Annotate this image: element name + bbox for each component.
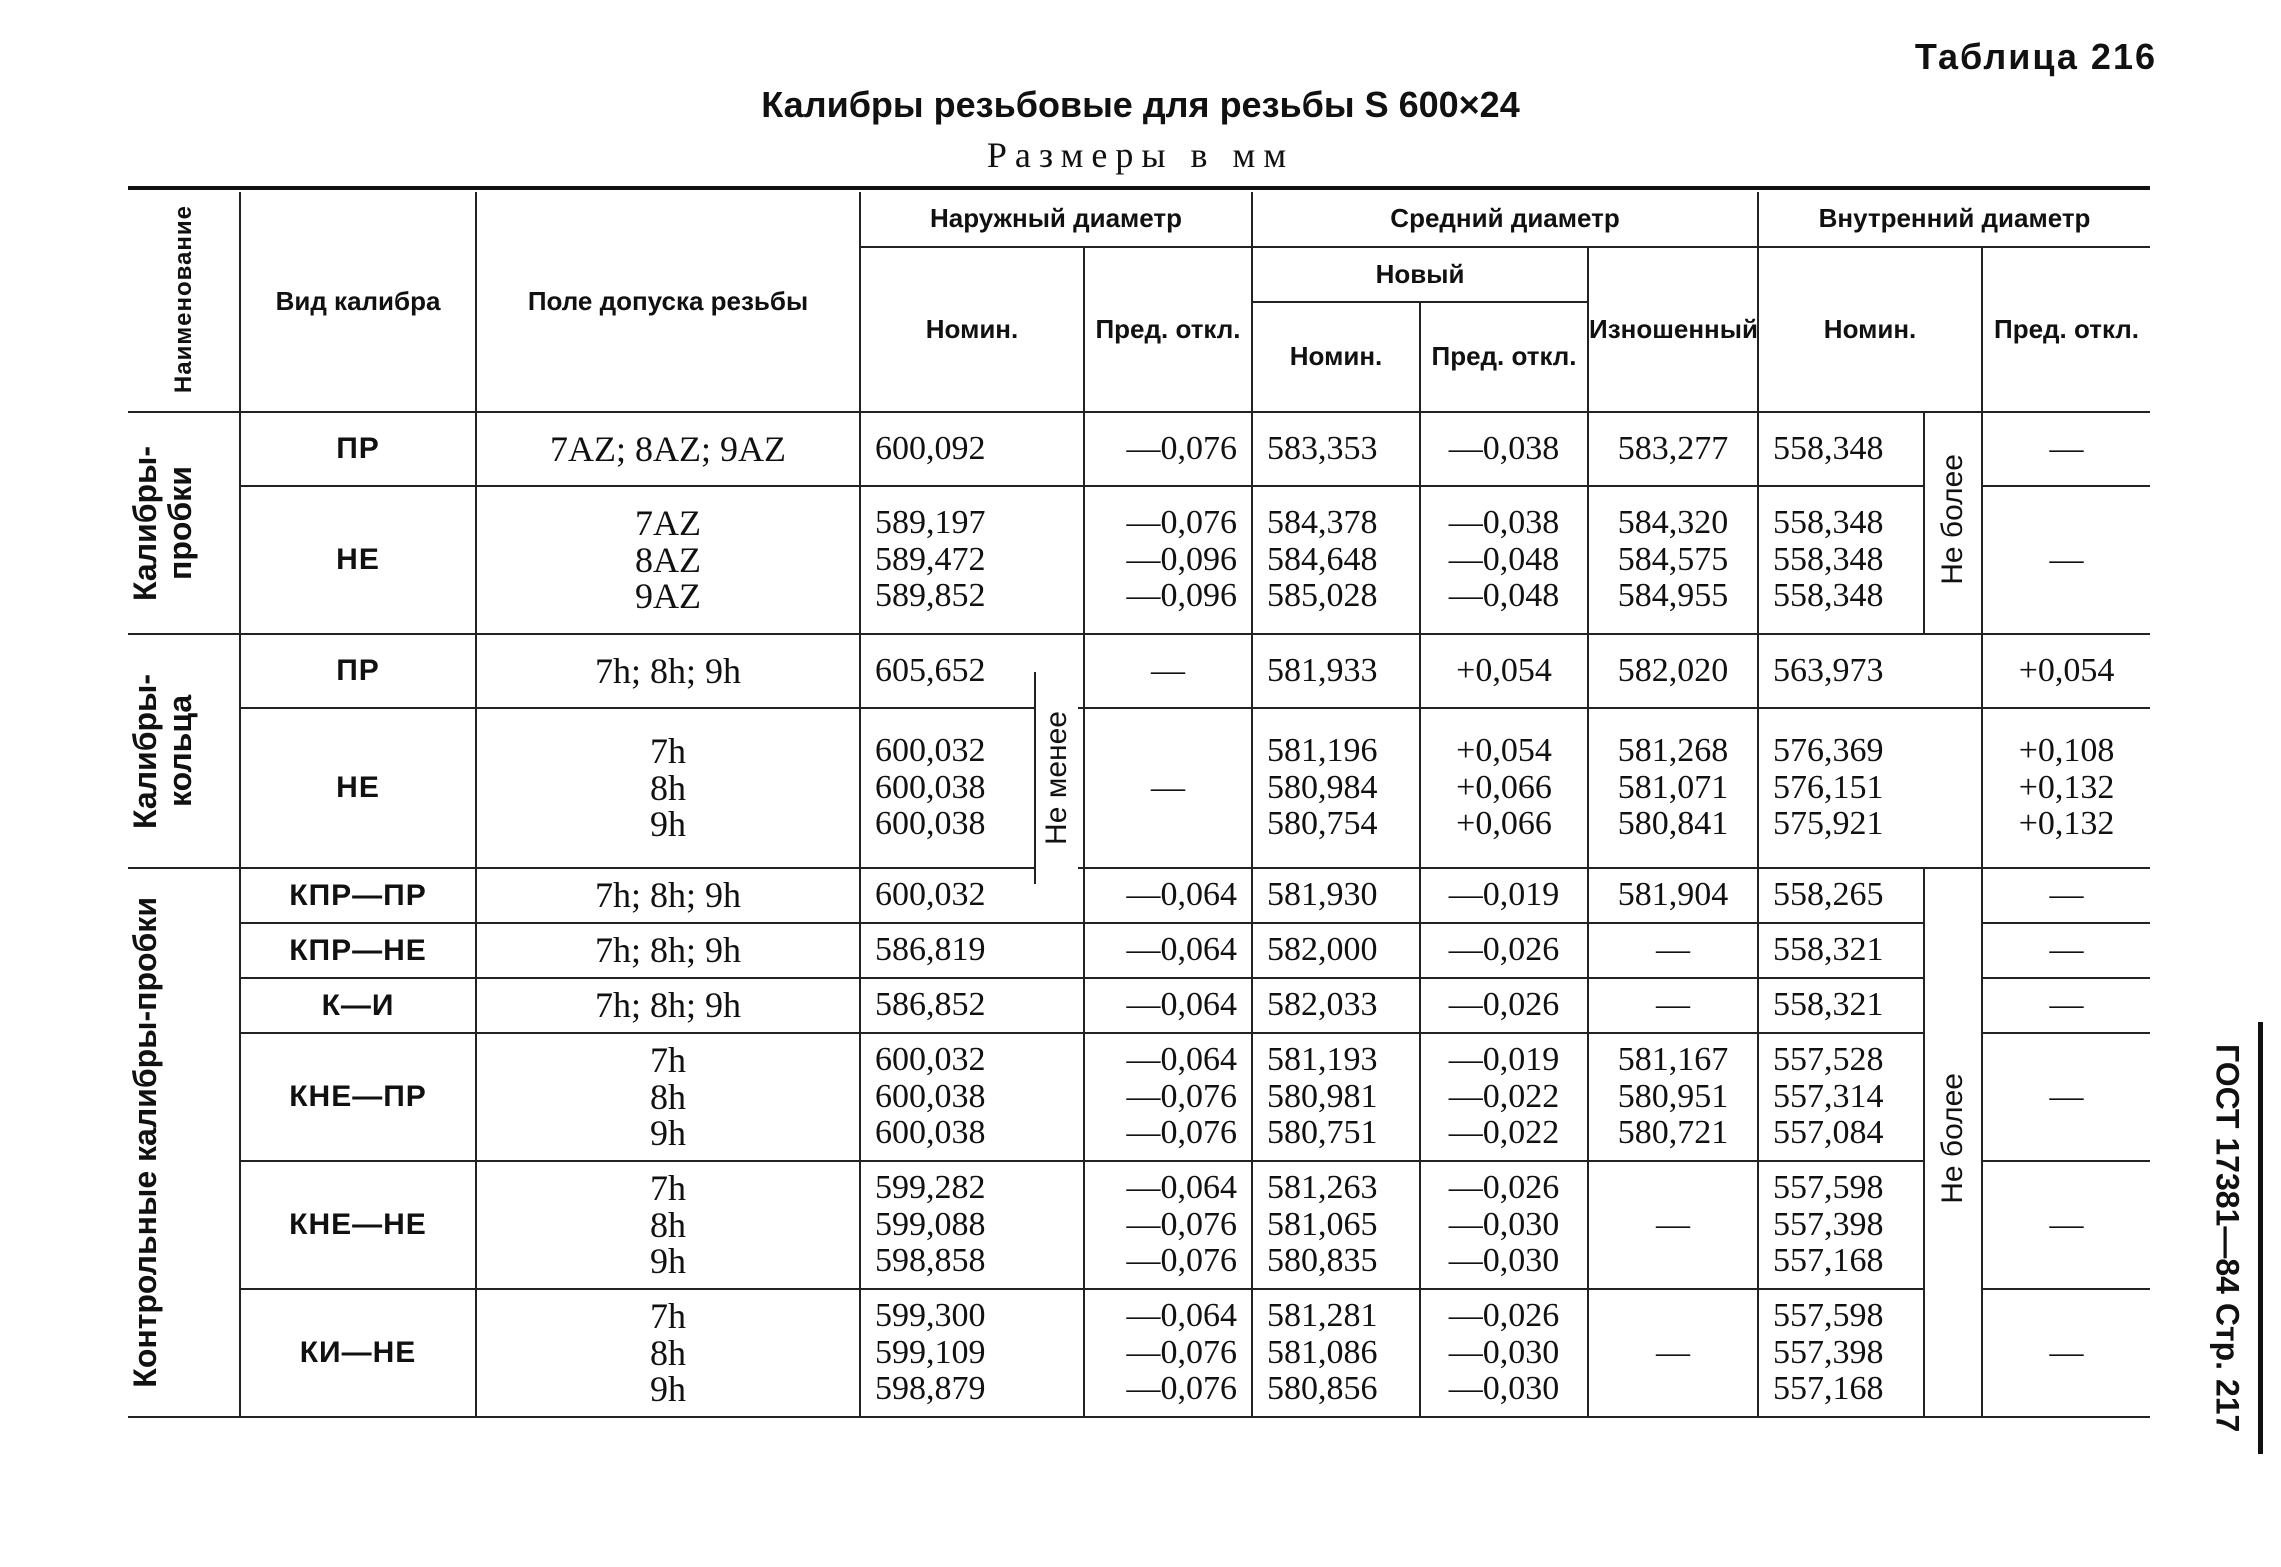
thread-tolerance [476, 978, 860, 1033]
cell-line: 584,320 [1617, 503, 1729, 541]
cell-line: 558,348 [1773, 540, 1884, 578]
middle-new-nom [1252, 923, 1420, 978]
outer-nom [860, 1289, 1084, 1417]
cell-line: 585,028 [1267, 577, 1378, 615]
inner-dev [1982, 868, 2150, 923]
cell-line: — [2049, 1077, 2084, 1115]
gauge-table [128, 192, 2150, 1418]
cell-line: 8h [650, 1204, 686, 1245]
outer-note-not-less: Не менее [1034, 672, 1078, 884]
cell-line: — [2049, 986, 2084, 1024]
col-header-middle: Средний диаметр [1252, 192, 1758, 247]
middle-worn [1588, 708, 1758, 868]
cell-line: 583,353 [1267, 429, 1378, 467]
inner-note-not-more: Не более [1924, 412, 1982, 634]
cell-line: 8h [650, 767, 686, 808]
cell-line: 8AZ [635, 539, 701, 580]
table-row [128, 1289, 2150, 1417]
cell-line: —0,076 [1126, 503, 1238, 541]
cell-line: 580,951 [1617, 1077, 1729, 1115]
cell-line: 581,196 [1267, 731, 1378, 769]
table-row [128, 486, 2150, 634]
cell-line: 599,282 [875, 1168, 986, 1206]
group-label: Калибры-кольца [128, 634, 240, 868]
outer-dev [1084, 1161, 1252, 1289]
middle-new-nom [1252, 1033, 1420, 1161]
middle-worn [1588, 412, 1758, 486]
cell-line: — [1656, 1333, 1691, 1371]
cell-line: —0,064 [1126, 931, 1238, 969]
table-row [128, 708, 2150, 868]
cell-line: 580,981 [1267, 1077, 1378, 1115]
thread-tolerance [476, 868, 860, 923]
cell-line: 9AZ [635, 576, 701, 617]
cell-line: 557,598 [1773, 1296, 1884, 1334]
inner-dev [1982, 1289, 2150, 1417]
cell-line: 581,930 [1267, 876, 1378, 914]
inner-dev [1982, 486, 2150, 634]
cell-line: 582,033 [1267, 986, 1378, 1024]
outer-nom [860, 412, 1084, 486]
gauge-type: КПР—НЕ [240, 923, 476, 978]
cell-line: —0,030 [1448, 1205, 1560, 1243]
inner-nom [1758, 1161, 1924, 1289]
thread-tolerance [476, 923, 860, 978]
cell-line: —0,038 [1448, 503, 1560, 541]
middle-new-nom [1252, 412, 1420, 486]
gauge-type: КНЕ—НЕ [240, 1161, 476, 1289]
cell-line: 557,598 [1773, 1168, 1884, 1206]
cell-line: —0,026 [1448, 1168, 1560, 1206]
middle-worn [1588, 1289, 1758, 1417]
cell-line: 576,369 [1773, 731, 1884, 769]
cell-line: 557,398 [1773, 1205, 1884, 1243]
cell-line: 7h [650, 1167, 686, 1208]
cell-line: —0,076 [1126, 1077, 1238, 1115]
cell-line: —0,030 [1448, 1333, 1560, 1371]
col-header-new: Новый [1252, 247, 1588, 302]
cell-line: 600,032 [875, 1040, 986, 1078]
cell-line: — [1656, 931, 1691, 969]
table-row [128, 923, 2150, 978]
outer-nom [860, 978, 1084, 1033]
cell-line: 558,348 [1773, 503, 1884, 541]
page-title: Калибры резьбовые для резьбы S 600×24 [761, 84, 1520, 125]
cell-line: 584,575 [1617, 540, 1729, 578]
middle-new-dev [1420, 412, 1588, 486]
cell-line: 557,084 [1773, 1114, 1884, 1152]
cell-line: 581,086 [1267, 1333, 1378, 1371]
middle-new-dev [1420, 868, 1588, 923]
table-row [128, 868, 2150, 923]
inner-note-not-more: Не более [1924, 868, 1982, 1417]
cell-line: 600,032 [875, 876, 986, 914]
outer-nom [860, 923, 1084, 978]
cell-line: 7AZ [635, 502, 701, 543]
outer-dev [1084, 868, 1252, 923]
cell-line: 580,856 [1267, 1370, 1378, 1408]
cell-line: 563,973 [1773, 651, 1884, 689]
gauge-type: КНЕ—ПР [240, 1033, 476, 1161]
cell-line: 580,984 [1267, 768, 1378, 806]
cell-line: — [2049, 931, 2084, 969]
cell-line: 589,852 [875, 577, 986, 615]
thread-tolerance [476, 1289, 860, 1417]
cell-line: 581,263 [1267, 1168, 1378, 1206]
cell-line: 557,528 [1773, 1040, 1884, 1078]
cell-line: 598,879 [875, 1370, 986, 1408]
inner-dev [1982, 1033, 2150, 1161]
cell-line: —0,064 [1126, 1296, 1238, 1334]
cell-line: 581,167 [1617, 1040, 1729, 1078]
cell-line: 580,721 [1617, 1114, 1729, 1152]
cell-line: 583,277 [1617, 429, 1729, 467]
cell-line: 600,038 [875, 805, 986, 843]
cell-line: 584,378 [1267, 503, 1378, 541]
cell-line: +0,054 [1456, 731, 1552, 769]
cell-line: 576,151 [1773, 768, 1884, 806]
cell-line: 580,751 [1267, 1114, 1378, 1152]
thread-tolerance [476, 708, 860, 868]
cell-line: 580,841 [1617, 805, 1729, 843]
cell-line: 600,092 [875, 429, 986, 467]
cell-line: 7h; 8h; 9h [594, 985, 741, 1026]
cell-line: 600,038 [875, 1077, 986, 1115]
cell-line: 558,321 [1773, 931, 1884, 969]
col-header-outer-nom: Номин. [860, 247, 1084, 412]
inner-dev [1982, 1161, 2150, 1289]
cell-line: — [1656, 986, 1691, 1024]
cell-line: 8h [650, 1332, 686, 1373]
table-row [128, 1033, 2150, 1161]
outer-nom [860, 1033, 1084, 1161]
thread-tolerance [476, 1033, 860, 1161]
outer-dev [1084, 412, 1252, 486]
cell-line: 586,819 [875, 931, 986, 969]
cell-line: 580,754 [1267, 805, 1378, 843]
col-header-type: Вид калибра [240, 192, 476, 412]
cell-line: 558,348 [1773, 429, 1884, 467]
inner-nom [1758, 978, 1924, 1033]
thread-tolerance [476, 412, 860, 486]
col-header-outer-dev: Пред. откл. [1084, 247, 1252, 412]
cell-line: 9h [650, 1369, 686, 1410]
cell-line: —0,076 [1126, 429, 1238, 467]
cell-line: +0,132 [2018, 768, 2115, 806]
gauge-type: НЕ [240, 486, 476, 634]
cell-line: +0,132 [2018, 805, 2115, 843]
middle-worn [1588, 1033, 1758, 1161]
cell-line: 558,265 [1773, 876, 1884, 914]
gauge-type: КПР—ПР [240, 868, 476, 923]
gauge-type: ПР [240, 412, 476, 486]
cell-line: 581,065 [1267, 1205, 1378, 1243]
outer-dev [1084, 486, 1252, 634]
table-number: Таблица 216 [1914, 36, 2157, 77]
cell-line: 599,109 [875, 1333, 986, 1371]
inner-nom [1758, 1033, 1924, 1161]
col-header-inner-dev: Пред. откл. [1982, 247, 2150, 412]
cell-line: 7h [650, 1295, 686, 1336]
cell-line: 589,472 [875, 540, 986, 578]
middle-new-dev [1420, 1033, 1588, 1161]
cell-line: 605,652 [875, 651, 986, 689]
cell-line: 580,835 [1267, 1242, 1378, 1280]
middle-worn [1588, 978, 1758, 1033]
cell-line: —0,076 [1126, 1205, 1238, 1243]
col-header-name: Наименование [128, 192, 240, 412]
page-subtitle: Размеры в мм [986, 135, 1295, 175]
table-row [128, 634, 2150, 708]
cell-line: —0,076 [1126, 1333, 1238, 1371]
cell-line: —0,030 [1448, 1370, 1560, 1408]
outer-dev [1084, 1289, 1252, 1417]
middle-new-dev [1420, 486, 1588, 634]
thread-tolerance [476, 486, 860, 634]
cell-line: —0,076 [1126, 1370, 1238, 1408]
table-row [128, 978, 2150, 1033]
col-header-worn: Изношенный [1588, 247, 1758, 412]
cell-line: 7h [650, 1039, 686, 1080]
outer-nom [860, 486, 1084, 634]
cell-line: —0,022 [1448, 1114, 1560, 1152]
top-rule [128, 186, 2150, 190]
cell-line: — [2049, 1205, 2084, 1243]
cell-line: 557,168 [1773, 1370, 1884, 1408]
cell-line: —0,048 [1448, 577, 1560, 615]
cell-line: —0,064 [1126, 1168, 1238, 1206]
cell-line: — [2049, 1333, 2084, 1371]
cell-line: 582,000 [1267, 931, 1378, 969]
cell-line: +0,066 [1456, 768, 1552, 806]
inner-dev [1982, 923, 2150, 978]
outer-dev [1084, 1033, 1252, 1161]
cell-line: 600,038 [875, 1114, 986, 1152]
cell-line: 7h; 8h; 9h [594, 930, 741, 971]
outer-dev [1084, 634, 1252, 708]
cell-line: 600,038 [875, 768, 986, 806]
cell-line: 557,314 [1773, 1077, 1884, 1115]
cell-line: — [2049, 540, 2084, 578]
outer-dev [1084, 923, 1252, 978]
gauge-type: К—И [240, 978, 476, 1033]
cell-line: 9h [650, 1113, 686, 1154]
gauge-type: КИ—НЕ [240, 1289, 476, 1417]
inner-dev [1982, 978, 2150, 1033]
inner-dev [1982, 412, 2150, 486]
cell-line: 598,858 [875, 1242, 986, 1280]
cell-line: 581,193 [1267, 1040, 1378, 1078]
inner-nom [1758, 486, 1924, 634]
cell-line: 9h [650, 1241, 686, 1282]
cell-line: 575,921 [1773, 805, 1884, 843]
cell-line: —0,030 [1448, 1242, 1560, 1280]
cell-line: +0,054 [2018, 651, 2115, 689]
cell-line: 9h [650, 804, 686, 845]
group-label: Калибры-пробки [128, 412, 240, 634]
cell-line: 600,032 [875, 731, 986, 769]
cell-line: 7h [650, 730, 686, 771]
middle-new-nom [1252, 708, 1420, 868]
middle-worn [1588, 923, 1758, 978]
inner-dev [1982, 708, 2150, 868]
cell-line: —0,026 [1448, 1296, 1560, 1334]
middle-worn [1588, 634, 1758, 708]
cell-line: —0,064 [1126, 1040, 1238, 1078]
middle-new-dev [1420, 634, 1588, 708]
middle-new-nom [1252, 1161, 1420, 1289]
cell-line: — [1151, 768, 1185, 806]
inner-dev [1982, 634, 2150, 708]
cell-line: 558,348 [1773, 577, 1884, 615]
cell-line: 599,300 [875, 1296, 986, 1334]
cell-line: 7AZ; 8AZ; 9AZ [550, 428, 786, 469]
side-note: ГОСТ 17381—84 Стр. 217 [2196, 1022, 2263, 1454]
cell-line: 581,071 [1617, 768, 1729, 806]
cell-line: —0,076 [1126, 1114, 1238, 1152]
cell-line: 581,904 [1617, 876, 1729, 914]
cell-line: 557,168 [1773, 1242, 1884, 1280]
cell-line: 8h [650, 1076, 686, 1117]
middle-new-nom [1252, 868, 1420, 923]
gauge-type: ПР [240, 634, 476, 708]
cell-line: 7h; 8h; 9h [594, 875, 741, 916]
middle-new-nom [1252, 978, 1420, 1033]
cell-line: 558,321 [1773, 986, 1884, 1024]
col-header-inner-nom: Номин. [1758, 247, 1982, 412]
inner-nom [1758, 868, 1924, 923]
cell-line: —0,026 [1448, 986, 1560, 1024]
middle-new-dev [1420, 978, 1588, 1033]
table-row [128, 1161, 2150, 1289]
middle-new-dev [1420, 923, 1588, 978]
cell-line: —0,076 [1126, 1242, 1238, 1280]
cell-line: — [2049, 429, 2084, 467]
cell-line: 581,933 [1267, 651, 1378, 689]
cell-line: — [1656, 1205, 1691, 1243]
cell-line: —0,022 [1448, 1077, 1560, 1115]
gauge-type: НЕ [240, 708, 476, 868]
middle-new-nom [1252, 634, 1420, 708]
inner-nom [1758, 1289, 1924, 1417]
cell-line: —0,096 [1126, 577, 1238, 615]
cell-line: —0,026 [1448, 931, 1560, 969]
cell-line: —0,048 [1448, 540, 1560, 578]
cell-line: 586,852 [875, 986, 986, 1024]
cell-line: —0,038 [1448, 429, 1560, 467]
table-row [128, 412, 2150, 486]
inner-nom [1758, 412, 1924, 486]
cell-line: 599,088 [875, 1205, 986, 1243]
inner-nom [1758, 634, 1982, 708]
cell-line: 589,197 [875, 503, 986, 541]
middle-new-nom [1252, 486, 1420, 634]
thread-tolerance [476, 634, 860, 708]
col-header-tolerance: Поле допуска резьбы [476, 192, 860, 412]
cell-line: —0,019 [1448, 876, 1560, 914]
middle-worn [1588, 486, 1758, 634]
col-header-new-nom: Номин. [1252, 302, 1420, 412]
cell-line: 582,020 [1617, 651, 1729, 689]
middle-worn [1588, 868, 1758, 923]
outer-dev [1084, 708, 1252, 868]
middle-new-dev [1420, 1289, 1588, 1417]
cell-line: — [2049, 876, 2084, 914]
cell-line: 584,648 [1267, 540, 1378, 578]
cell-line: 584,955 [1617, 577, 1729, 615]
cell-line: —0,096 [1126, 540, 1238, 578]
cell-line: +0,054 [1456, 651, 1552, 689]
cell-line: — [1151, 651, 1185, 689]
inner-nom [1758, 923, 1924, 978]
middle-new-nom [1252, 1289, 1420, 1417]
cell-line: 581,268 [1617, 731, 1729, 769]
thread-tolerance [476, 1161, 860, 1289]
cell-line: +0,066 [1456, 805, 1552, 843]
middle-new-dev [1420, 1161, 1588, 1289]
outer-nom [860, 1161, 1084, 1289]
col-header-outer: Наружный диаметр [860, 192, 1252, 247]
col-header-inner: Внутренний диаметр [1758, 192, 2150, 247]
middle-worn [1588, 1161, 1758, 1289]
inner-nom [1758, 708, 1982, 868]
cell-line: +0,108 [2018, 731, 2115, 769]
middle-new-dev [1420, 708, 1588, 868]
col-header-new-dev: Пред. откл. [1420, 302, 1588, 412]
cell-line: 7h; 8h; 9h [594, 650, 741, 691]
cell-line: 557,398 [1773, 1333, 1884, 1371]
cell-line: —0,019 [1448, 1040, 1560, 1078]
outer-dev [1084, 978, 1252, 1033]
cell-line: 581,281 [1267, 1296, 1378, 1334]
group-label: Контрольные калибры-пробки [128, 868, 240, 1417]
cell-line: —0,064 [1126, 986, 1238, 1024]
cell-line: —0,064 [1126, 876, 1238, 914]
